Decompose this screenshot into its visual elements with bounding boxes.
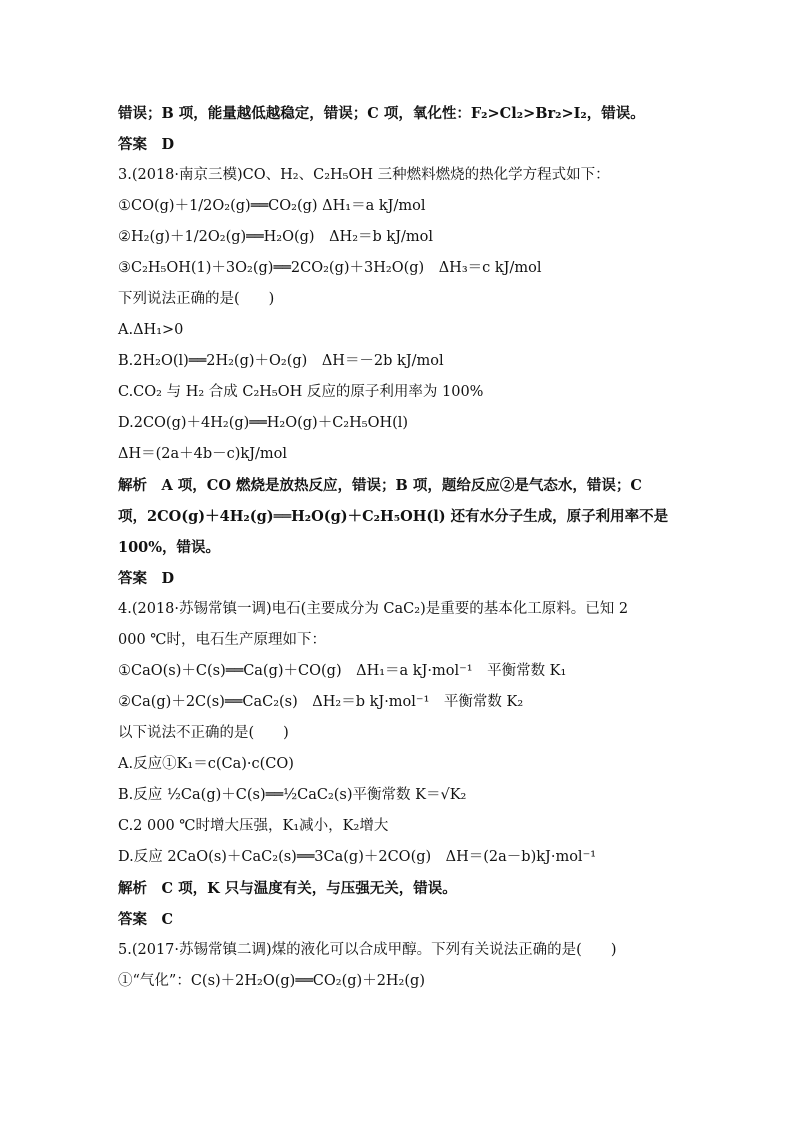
text-line: 3.(2018·南京三模)CO、H₂、C₂H₅OH 三种燃料燃烧的热化学方程式如下： (118, 167, 610, 183)
text-line: 答案 D (118, 136, 175, 153)
text-line: A.反应①K₁＝c(Ca)·c(CO) (118, 756, 294, 772)
text-line: ③C₂H₅OH(1)＋3O₂(g)══2CO₂(g)＋3H₂O(g) ΔH₃＝c kJ/mol (118, 260, 542, 276)
text-line: B.反应 ½Ca(g)＋C(s)══½CaC₂(s)平衡常数 K＝√K₂ (118, 787, 467, 803)
text-line: D.2CO(g)＋4H₂(g)══H₂O(g)＋C₂H₅OH(l) (118, 415, 409, 431)
text-line: D.反应 2CaO(s)＋CaC₂(s)══3Ca(g)＋2CO(g) ΔH＝(2a－b)kJ·mol⁻¹ (118, 849, 597, 865)
text-line: ΔH＝(2a＋4b－c)kJ/mol (118, 446, 288, 462)
text-line: ②Ca(g)＋2C(s)══CaC₂(s) ΔH₂＝b kJ·mol⁻¹ 平衡常数 K₂ (118, 694, 524, 710)
text-line: ①“气化”：C(s)＋2H₂O(g)══CO₂(g)＋2H₂(g) (118, 973, 425, 989)
text-line: 项，2CO(g)＋4H₂(g)══H₂O(g)＋C₂H₅OH(l) 还有水分子生成，原子利用率不是 (118, 508, 669, 525)
text-line: 以下说法不正确的是( ) (118, 725, 289, 741)
text-line: B.2H₂O(l)══2H₂(g)＋O₂(g) ΔH＝－2b kJ/mol (118, 353, 444, 369)
text-line: 错误；B 项，能量越低越稳定，错误；C 项，氧化性：F₂>Cl₂>Br₂>I₂，错误。 (118, 105, 645, 122)
text-line: 下列说法正确的是( ) (118, 291, 275, 307)
text-line: 5.(2017·苏锡常镇二调)煤的液化可以合成甲醇。下列有关说法正确的是( ) (118, 942, 617, 958)
document-body (118, 98, 678, 997)
text-line: 000 ℃时，电石生产原理如下： (118, 632, 327, 648)
text-line: 100%，错误。 (118, 539, 221, 556)
text-line: C.CO₂ 与 H₂ 合成 C₂H₅OH 反应的原子利用率为 100% (118, 384, 484, 400)
text-line: ①CO(g)＋1/2O₂(g)══CO₂(g) ΔH₁＝a kJ/mol (118, 198, 426, 214)
text-line: ①CaO(s)＋C(s)══Ca(g)＋CO(g) ΔH₁＝a kJ·mol⁻¹ 平衡常数 K₁ (118, 663, 567, 679)
text-line: 答案 D (118, 570, 175, 587)
text-line: C.2 000 ℃时增大压强，K₁减小，K₂增大 (118, 818, 389, 834)
text-line: 答案 C (118, 911, 174, 928)
text-line: ②H₂(g)＋1/2O₂(g)══H₂O(g) ΔH₂＝b kJ/mol (118, 229, 434, 245)
text-line: 解析 A 项，CO 燃烧是放热反应，错误；B 项，题给反应②是气态水，错误；C (118, 477, 642, 494)
text-line: 解析 C 项，K 只与温度有关，与压强无关，错误。 (118, 880, 457, 897)
text-line: A.ΔH₁>0 (118, 322, 184, 338)
text-line: 4.(2018·苏锡常镇一调)电石(主要成分为 CaC₂)是重要的基本化工原料。已知 2 (118, 601, 629, 617)
